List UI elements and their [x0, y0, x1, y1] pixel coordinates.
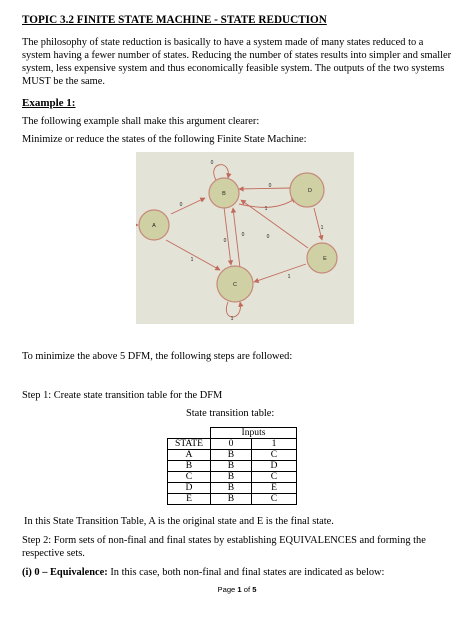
edge-a-c — [166, 240, 220, 270]
minimize-line: To minimize the above 5 DFM, the following steps are followed: — [22, 351, 293, 362]
edge-e-b — [241, 200, 308, 248]
page-word: Page — [217, 585, 236, 594]
inputs-header: Inputs — [211, 428, 297, 439]
input-0-cell: B — [211, 461, 252, 472]
intro-paragraph: The philosophy of state reduction is basically to have a system made of many states reduced to a system having a fewer number of states. Reducing the number of states results into simpler and smaller system, less expensive system and thus economically feasible system. The outputs of the two systems MUST be the same. — [22, 37, 452, 87]
label-e-c: 1 — [287, 274, 291, 280]
label-a-c: 1 — [190, 257, 194, 263]
input-1-cell: C — [252, 494, 297, 505]
state-transition-table — [167, 427, 297, 505]
col-1-header: 1 — [252, 439, 297, 450]
page-total: 5 — [252, 585, 257, 594]
state-cell: C — [168, 472, 211, 483]
page-heading: TOPIC 3.2 FINITE STATE MACHINE - STATE REDUCTION — [22, 14, 327, 26]
input-0-cell: B — [211, 494, 252, 505]
label-b-e: 1 — [264, 206, 268, 212]
state-d-label: D — [308, 188, 312, 194]
example-line-1: The following example shall make this argument clearer: — [22, 116, 260, 127]
fsm-diagram — [136, 152, 354, 324]
state-d-circle — [290, 173, 324, 207]
example-line-2: Minimize or reduce the states of the following Finite State Machine: — [22, 134, 307, 145]
table-row — [168, 483, 297, 494]
col-0-header: 0 — [211, 439, 252, 450]
step-1: Step 1: Create state transition table for the DFM — [22, 390, 223, 401]
label-b-c: 0 — [223, 238, 227, 244]
state-cell: A — [168, 450, 211, 461]
input-0-cell: B — [211, 472, 252, 483]
equivalence-label: (i) 0 – Equivalence: — [22, 567, 108, 578]
table-row — [168, 461, 297, 472]
state-a-label: A — [152, 223, 156, 229]
input-1-cell: C — [252, 472, 297, 483]
table-corner — [168, 428, 211, 439]
label-c-b: 0 — [241, 232, 245, 238]
state-e-label: E — [323, 256, 327, 262]
page-footer — [0, 585, 474, 594]
input-1-cell: D — [252, 461, 297, 472]
edge-c-b — [233, 208, 240, 268]
state-e-circle — [307, 243, 337, 273]
table-row — [168, 450, 297, 461]
edge-b-c — [224, 207, 231, 265]
after-table-text: In this State Transition Table, A is the original state and E is the final state. — [24, 516, 334, 527]
edge-e-c — [254, 264, 306, 282]
label-c-self: 1 — [230, 316, 234, 322]
input-0-cell: B — [211, 483, 252, 494]
example-title: Example 1: — [22, 97, 76, 109]
fsm-diagram-svg — [136, 152, 354, 324]
label-e-b: 0 — [266, 234, 270, 240]
state-b-label: B — [222, 191, 226, 197]
col-state-header: STATE — [168, 439, 211, 450]
input-1-cell: E — [252, 483, 297, 494]
state-cell: E — [168, 494, 211, 505]
state-cell: B — [168, 461, 211, 472]
input-0-cell: B — [211, 450, 252, 461]
edge-c-self — [226, 302, 240, 317]
label-d-b: 0 — [268, 183, 272, 189]
page-number: 1 — [237, 585, 242, 594]
equivalence-text: In this case, both non-final and final states are indicated as below: — [107, 567, 385, 578]
edge-d-b — [239, 188, 291, 189]
state-c-label: C — [233, 282, 237, 288]
edge-a-b — [171, 198, 205, 214]
state-cell: D — [168, 483, 211, 494]
edge-b-d — [239, 198, 296, 207]
input-1-cell: C — [252, 450, 297, 461]
table-row — [168, 494, 297, 505]
table-caption: State transition table: — [186, 408, 275, 419]
label-b-self: 0 — [210, 160, 214, 166]
equivalence-line — [22, 567, 384, 578]
edge-d-e — [314, 208, 322, 240]
of-word: of — [243, 585, 251, 594]
step-2: Step 2: Form sets of non-final and final states by establishing EQUIVALENCES and forming the respective sets. — [22, 535, 426, 559]
table-row — [168, 472, 297, 483]
label-a-b: 0 — [179, 202, 183, 208]
label-d-c: 1 — [320, 225, 324, 231]
